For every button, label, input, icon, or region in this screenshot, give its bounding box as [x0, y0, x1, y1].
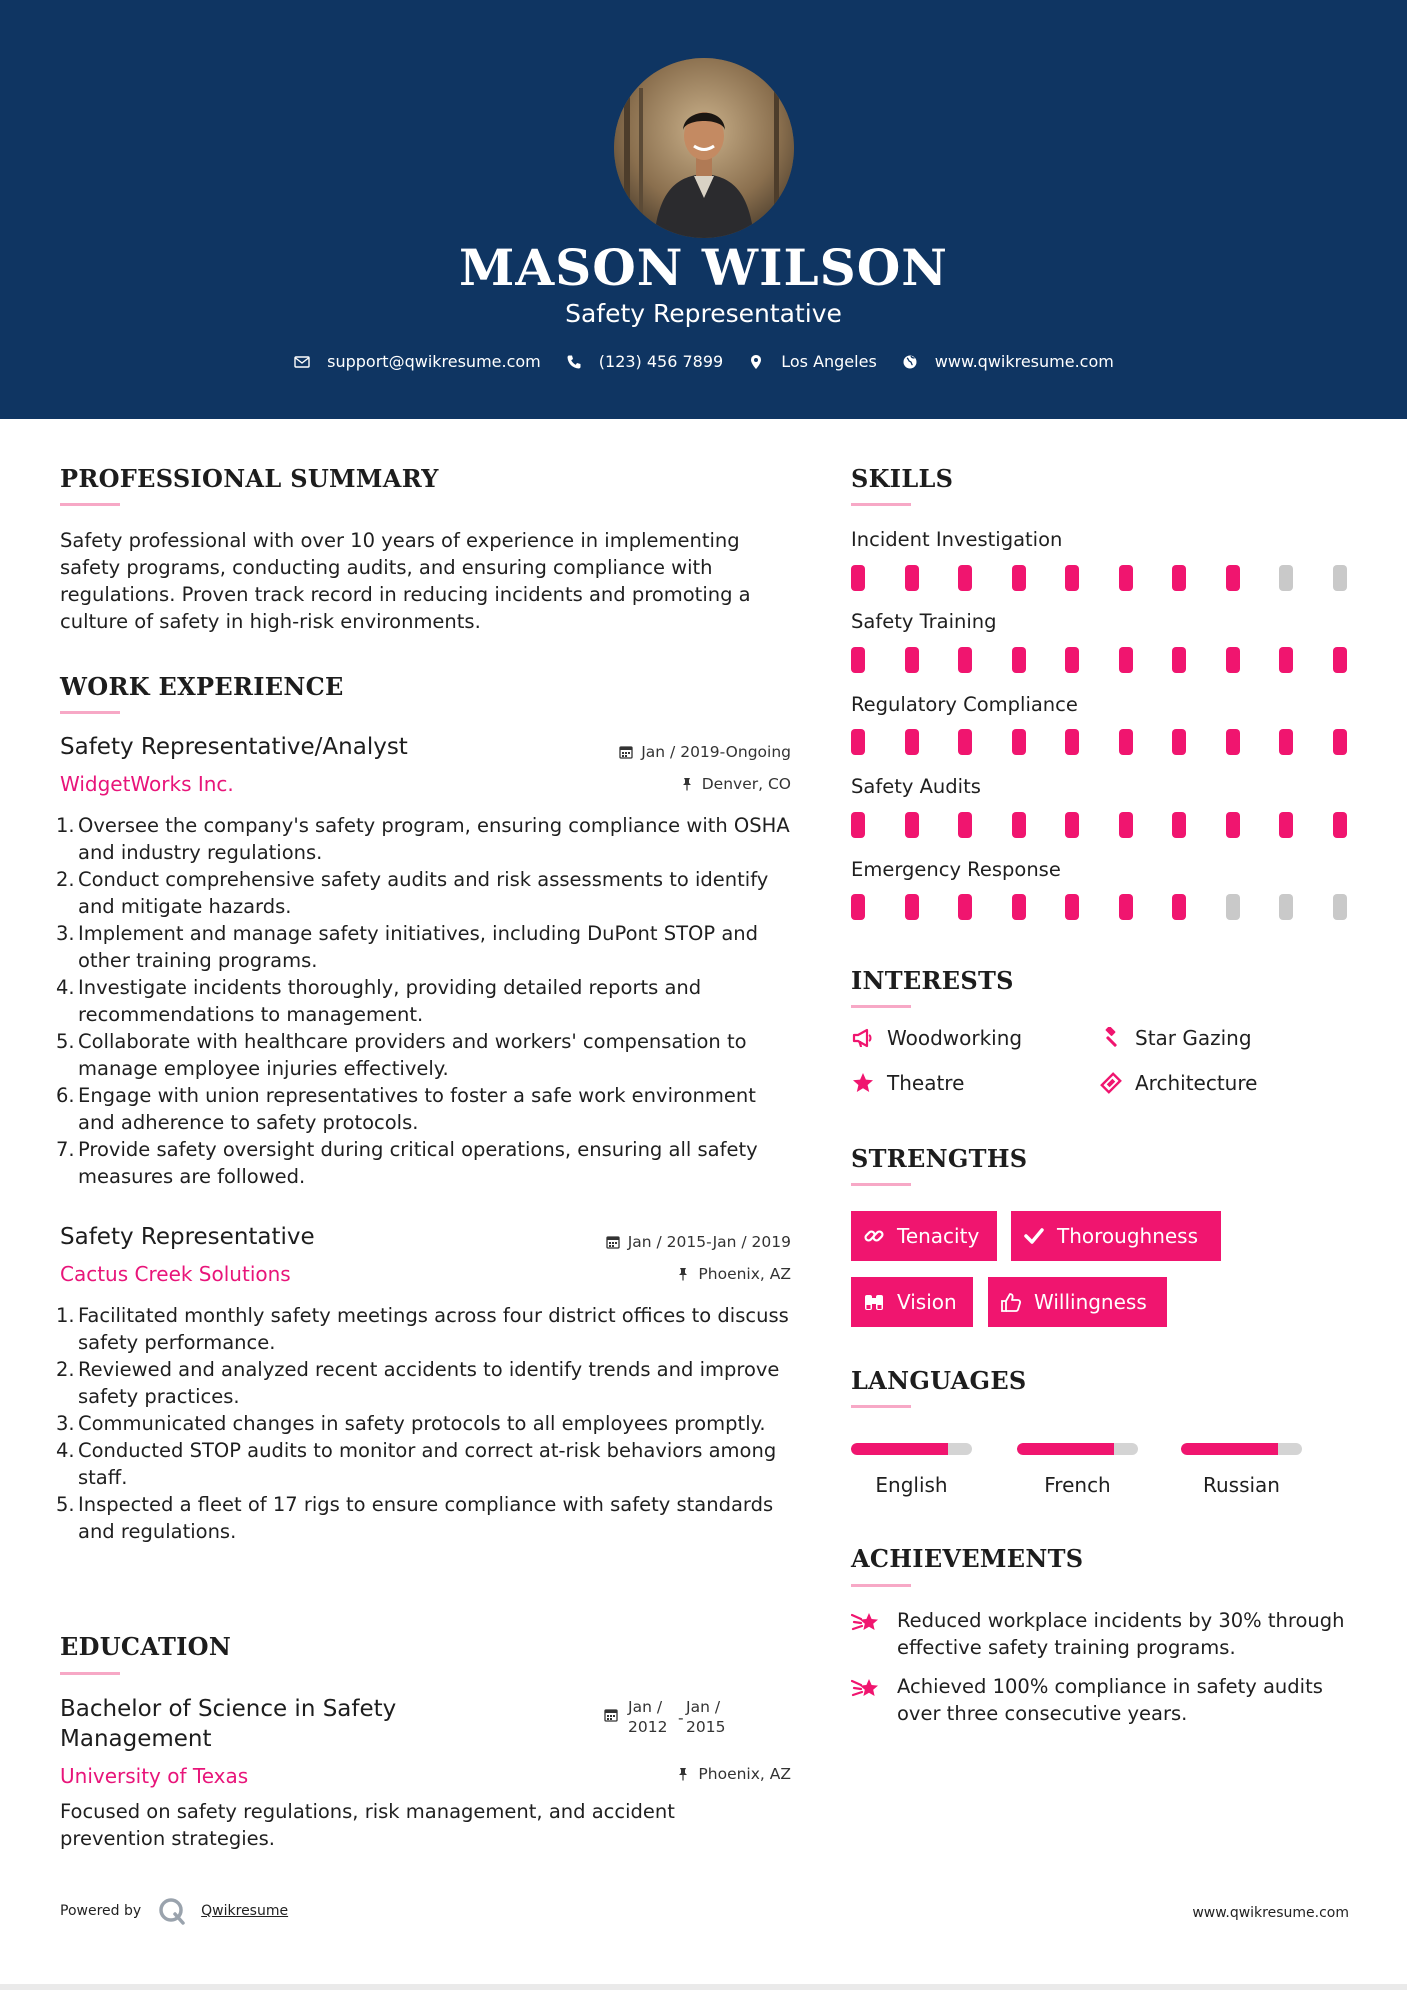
section-divider — [851, 1584, 911, 1587]
skill-dot-filled — [905, 729, 919, 755]
skill-dot-filled — [1172, 812, 1186, 838]
skill-label: Regulatory Compliance — [851, 693, 1078, 716]
skill-dot-filled — [958, 565, 972, 591]
job-location-text: Denver, CO — [701, 775, 791, 793]
interest-label: Woodworking — [887, 1026, 1023, 1050]
skill-dot-filled — [851, 647, 865, 673]
link-icon — [863, 1225, 885, 1247]
skill-dot-filled — [1226, 565, 1240, 591]
profile-photo — [614, 58, 794, 238]
job-duties-list — [60, 1302, 795, 1545]
education-date-start-month: Jan / — [628, 1698, 663, 1716]
skill-dot-filled — [851, 565, 865, 591]
candidate-role: Safety Representative — [565, 299, 842, 328]
skill-dot-filled — [1333, 647, 1347, 673]
list-item: Facilitated monthly safety meetings across four district offices to discuss safety performance. — [78, 1304, 789, 1354]
strength-label: Thoroughness — [1057, 1224, 1199, 1248]
section-divider — [60, 711, 120, 714]
skill-dot-empty — [1226, 894, 1240, 920]
degree-title-line-1: Bachelor of Science in Safety — [60, 1696, 397, 1722]
binoculars-icon — [863, 1291, 885, 1313]
skill-dot-filled — [1065, 729, 1079, 755]
education-location-text: Phoenix, AZ — [698, 1765, 791, 1783]
strength-label: Willingness — [1034, 1290, 1147, 1314]
list-item: Conducted STOP audits to monitor and correct at-risk behaviors among staff. — [78, 1439, 777, 1489]
contact-email-text: support@qwikresume.com — [327, 352, 541, 371]
envelope-icon — [293, 353, 311, 371]
skill-dot-filled — [1012, 565, 1026, 591]
shooting-star-icon — [851, 1673, 883, 1701]
company-name: WidgetWorks Inc. — [60, 772, 234, 796]
skills-heading: SKILLS — [851, 464, 954, 493]
megaphone-icon — [851, 1026, 875, 1050]
calendar-icon — [619, 745, 633, 759]
phone-icon — [565, 353, 583, 371]
skill-dot-filled — [1012, 647, 1026, 673]
education-description: Focused on safety regulations, risk management, and accident prevention strategies. — [60, 1800, 675, 1850]
language-level-fill — [1181, 1443, 1278, 1455]
contact-email[interactable] — [293, 352, 541, 371]
check-icon — [1023, 1225, 1045, 1247]
skill-dot-filled — [1119, 812, 1133, 838]
date-separator: - — [678, 1709, 684, 1727]
ticket-icon — [1099, 1071, 1123, 1095]
education-location — [520, 1765, 791, 1783]
education-dates — [604, 1697, 736, 1737]
powered-by-label: Powered by — [60, 1903, 142, 1919]
skill-rating — [851, 729, 1347, 755]
calendar-icon — [606, 1235, 620, 1249]
section-divider — [851, 503, 911, 506]
skill-dot-filled — [1172, 565, 1186, 591]
interest-label: Star Gazing — [1135, 1026, 1252, 1050]
strength-tag — [988, 1277, 1167, 1327]
skill-label: Safety Training — [851, 610, 997, 633]
job-duties-list — [60, 812, 795, 1190]
skill-rating — [851, 894, 1347, 920]
contact-phone[interactable] — [565, 352, 723, 371]
skill-dot-filled — [958, 812, 972, 838]
skill-dot-filled — [1333, 812, 1347, 838]
degree-title — [60, 1694, 500, 1754]
skill-dot-filled — [851, 729, 865, 755]
interest-item — [1099, 1071, 1257, 1095]
thumbs-up-icon — [1000, 1291, 1022, 1313]
achievement-text: Reduced workplace incidents by 30% through effective safety training programs. — [897, 1609, 1345, 1659]
education-date-end-year: 2015 — [686, 1718, 726, 1736]
achievement-item — [851, 1673, 1361, 1727]
skill-dot-filled — [958, 647, 972, 673]
skill-dot-filled — [1226, 812, 1240, 838]
skill-dot-filled — [905, 565, 919, 591]
list-item: Reviewed and analyzed recent accidents to identify trends and improve safety practices. — [78, 1358, 780, 1408]
skill-dot-empty — [1279, 894, 1293, 920]
job-location-text: Phoenix, AZ — [698, 1265, 791, 1283]
star-icon — [851, 1071, 875, 1095]
education-heading: EDUCATION — [60, 1632, 232, 1661]
contact-website-text: www.qwikresume.com — [934, 352, 1114, 371]
shooting-star-icon — [851, 1607, 883, 1635]
language-name: English — [875, 1473, 948, 1497]
strengths-heading: STRENGTHS — [851, 1144, 1028, 1173]
contact-bar — [0, 352, 1407, 371]
job-title: Safety Representative/Analyst — [60, 734, 408, 760]
education-date-start — [628, 1697, 678, 1737]
contact-location — [747, 352, 877, 371]
section-divider — [60, 1672, 120, 1675]
page-bottom-edge — [0, 1984, 1407, 1990]
qwikresume-logo-icon — [157, 1896, 187, 1926]
strength-tag — [851, 1211, 997, 1261]
section-divider — [851, 1005, 911, 1008]
strength-label: Tenacity — [897, 1224, 980, 1248]
footer-powered-by — [60, 1896, 288, 1926]
skill-dot-filled — [1012, 729, 1026, 755]
skill-dot-filled — [1065, 812, 1079, 838]
skill-dot-filled — [1279, 729, 1293, 755]
interests-heading: INTERESTS — [851, 966, 1014, 995]
skill-label: Safety Audits — [851, 775, 981, 798]
contact-location-text: Los Angeles — [781, 352, 877, 371]
list-item: Conduct comprehensive safety audits and risk assessments to identify and mitigate hazards. — [78, 868, 769, 918]
list-item: Inspected a fleet of 17 rigs to ensure compliance with safety standards and regulations. — [78, 1493, 774, 1543]
strength-tag — [1011, 1211, 1221, 1261]
skill-dot-empty — [1279, 565, 1293, 591]
footer-website[interactable]: www.qwikresume.com — [1192, 1905, 1349, 1921]
list-item: Implement and manage safety initiatives, including DuPont STOP and other training programs. — [78, 922, 759, 972]
skill-dot-filled — [1065, 647, 1079, 673]
gavel-icon — [1099, 1026, 1123, 1050]
skill-dot-filled — [851, 894, 865, 920]
interest-label: Theatre — [887, 1071, 965, 1095]
experience-heading: WORK EXPERIENCE — [60, 672, 344, 701]
skill-dot-filled — [1333, 729, 1347, 755]
section-divider — [851, 1183, 911, 1186]
skill-dot-filled — [905, 894, 919, 920]
skill-dot-filled — [851, 812, 865, 838]
pushpin-icon — [676, 1767, 690, 1781]
job-dates — [520, 1233, 791, 1251]
job-location — [520, 1265, 791, 1283]
skill-dot-empty — [1333, 565, 1347, 591]
list-item: Oversee the company's safety program, ensuring compliance with OSHA and industry regulations. — [78, 814, 790, 864]
skill-dot-filled — [1172, 894, 1186, 920]
skill-dot-filled — [1119, 729, 1133, 755]
contact-phone-text: (123) 456 7899 — [598, 352, 724, 371]
language-level-fill — [851, 1443, 948, 1455]
degree-title-line-2: Management — [60, 1726, 212, 1752]
skill-label: Emergency Response — [851, 858, 1061, 881]
skill-dot-filled — [1119, 894, 1133, 920]
strength-tag — [851, 1277, 973, 1327]
job-dates — [520, 743, 791, 761]
achievements-heading: ACHIEVEMENTS — [851, 1544, 1084, 1573]
globe-icon — [901, 353, 919, 371]
language-name: French — [1044, 1473, 1111, 1497]
skill-dot-filled — [1172, 729, 1186, 755]
interest-item — [851, 1026, 1022, 1050]
pushpin-icon — [676, 1267, 690, 1281]
summary-heading: PROFESSIONAL SUMMARY — [60, 464, 439, 493]
header-banner — [0, 0, 1407, 419]
skill-dot-filled — [905, 812, 919, 838]
job-location — [520, 775, 791, 793]
skill-dot-filled — [1065, 565, 1079, 591]
skill-dot-filled — [958, 729, 972, 755]
education-date-end-month: Jan / — [686, 1698, 721, 1716]
list-item: Engage with union representatives to foster a safe work environment and adherence to safety protocols. — [78, 1084, 756, 1134]
contact-website[interactable] — [901, 352, 1114, 371]
job-dates-text: Jan / 2019-Ongoing — [641, 743, 791, 761]
education-date-start-year: 2012 — [628, 1718, 668, 1736]
job-dates-text: Jan / 2015-Jan / 2019 — [627, 1233, 791, 1251]
list-item: Investigate incidents thoroughly, providing detailed reports and recommendations to management. — [78, 976, 702, 1026]
company-name: Cactus Creek Solutions — [60, 1262, 291, 1286]
skill-dot-filled — [1279, 647, 1293, 673]
language-level-bar — [1181, 1443, 1302, 1455]
section-divider — [60, 503, 120, 506]
achievement-text: Achieved 100% compliance in safety audits over three consecutive years. — [897, 1675, 1323, 1725]
qwikresume-link[interactable]: Qwikresume — [201, 1903, 289, 1919]
summary-text: Safety professional with over 10 years of experience in implementing safety programs, conducting audits, and ensuring compliance with regulations. Proven track record in reducing incidents and promoting a culture of safety in high-risk environments. — [60, 529, 751, 633]
list-item: Communicated changes in safety protocols to all employees promptly. — [78, 1412, 766, 1435]
school-name: University of Texas — [60, 1764, 249, 1788]
pushpin-icon — [680, 777, 694, 791]
skill-dot-filled — [1012, 894, 1026, 920]
interest-label: Architecture — [1135, 1071, 1258, 1095]
education-date-end — [686, 1697, 736, 1737]
skill-dot-filled — [958, 894, 972, 920]
skill-dot-filled — [1172, 647, 1186, 673]
skill-dot-empty — [1333, 894, 1347, 920]
list-item: Provide safety oversight during critical operations, ensuring all safety measures are followed. — [78, 1138, 758, 1188]
skill-dot-filled — [905, 647, 919, 673]
candidate-name: MASON WILSON — [459, 238, 948, 297]
skill-dot-filled — [1226, 647, 1240, 673]
list-item: Collaborate with healthcare providers and workers' compensation to manage employee injuries effectively. — [78, 1030, 747, 1080]
skill-rating — [851, 812, 1347, 838]
skill-dot-filled — [1279, 812, 1293, 838]
language-level-fill — [1017, 1443, 1114, 1455]
skill-dot-filled — [1119, 647, 1133, 673]
section-divider — [851, 1405, 911, 1408]
skill-rating — [851, 565, 1347, 591]
achievement-item — [851, 1607, 1361, 1661]
languages-heading: LANGUAGES — [851, 1366, 1027, 1395]
skill-dot-filled — [1119, 565, 1133, 591]
map-pin-icon — [747, 353, 765, 371]
job-title: Safety Representative — [60, 1224, 315, 1250]
interest-item — [851, 1071, 964, 1095]
skill-dot-filled — [1226, 729, 1240, 755]
skill-dot-filled — [1012, 812, 1026, 838]
skill-rating — [851, 647, 1347, 673]
calendar-icon — [604, 1708, 618, 1722]
language-name: Russian — [1202, 1473, 1280, 1497]
skill-label: Incident Investigation — [851, 528, 1063, 551]
language-level-bar — [1017, 1443, 1138, 1455]
language-level-bar — [851, 1443, 972, 1455]
strength-label: Vision — [897, 1290, 957, 1314]
interest-item — [1099, 1026, 1252, 1050]
skill-dot-filled — [1065, 894, 1079, 920]
